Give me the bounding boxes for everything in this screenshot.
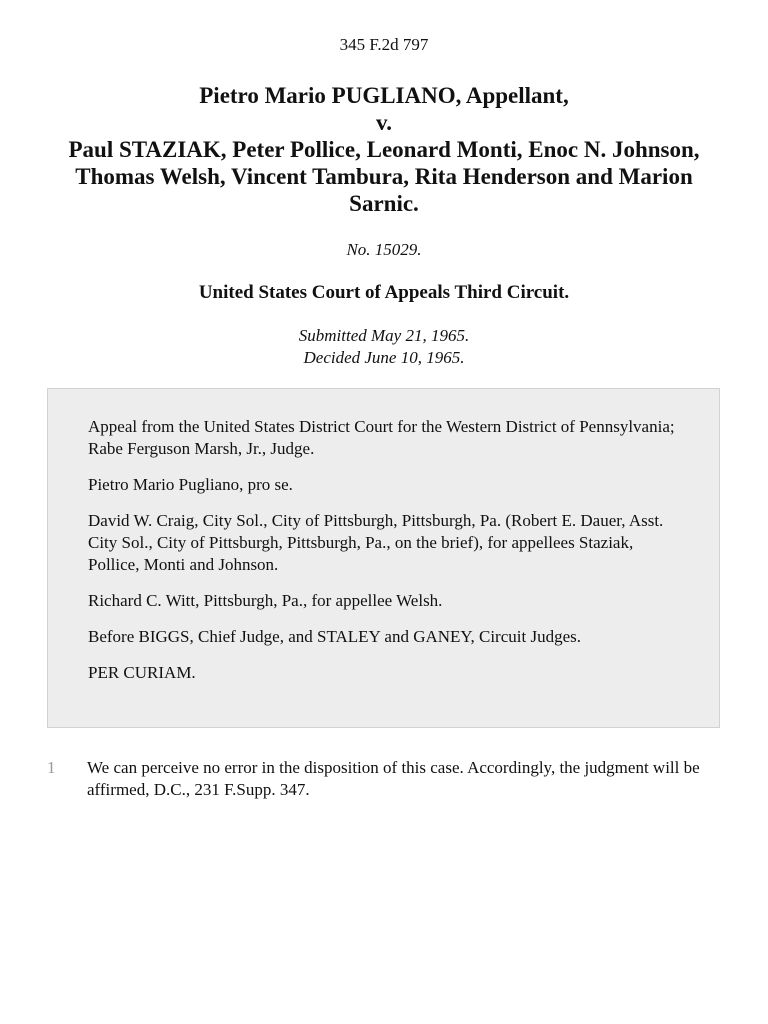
reporter-citation: 345 F.2d 797 (339, 35, 429, 54)
case-dates (0, 325, 768, 369)
court-name: United States Court of Appeals Third Circuit. (198, 282, 570, 303)
appellant-counsel-paragraph: Pietro Mario Pugliano, pro se. (88, 475, 293, 494)
submitted-date: Submitted May 21, 1965. (298, 326, 470, 345)
opinion-paragraph: We can perceive no error in the disposition of this case. Accordingly, the judgment will be affirmed, D.C., 231 F.Supp. 347. (87, 758, 700, 799)
appellees-line: Paul STAZIAK, Peter Pollice, Leonard Monti, Enoc N. Johnson, Thomas Welsh, Vincent Tambura, Rita Henderson and Marion Sarnic. (68, 137, 700, 216)
decided-date: Decided June 10, 1965. (303, 348, 465, 367)
docket-number: No. 15029. (346, 240, 422, 259)
appeal-origin-paragraph: Appeal from the United States District Court for the Western District of Pennsylvania; Rabe Ferguson Marsh, Jr., Judge. (88, 417, 675, 458)
opinion-body (40, 757, 700, 801)
per-curiam-paragraph: PER CURIAM. (88, 663, 196, 682)
appellees-counsel-paragraph: David W. Craig, City Sol., City of Pittsburgh, Pittsburgh, Pa. (Robert E. Dauer, Asst. City Sol., City of Pittsburgh, Pittsburgh, Pa., on the brief), for appellees Staziak, Pollice, Monti and Johnson. (88, 511, 664, 574)
versus-line: v. (376, 110, 392, 135)
appellant-line: Pietro Mario PUGLIANO, Appellant, (199, 83, 569, 108)
case-caption (40, 82, 728, 217)
case-summary-box (47, 388, 720, 728)
appellee-welsh-counsel-paragraph: Richard C. Witt, Pittsburgh, Pa., for appellee Welsh. (88, 591, 443, 610)
panel-paragraph: Before BIGGS, Chief Judge, and STALEY and GANEY, Circuit Judges. (88, 627, 581, 646)
paragraph-number: 1 (47, 758, 56, 777)
